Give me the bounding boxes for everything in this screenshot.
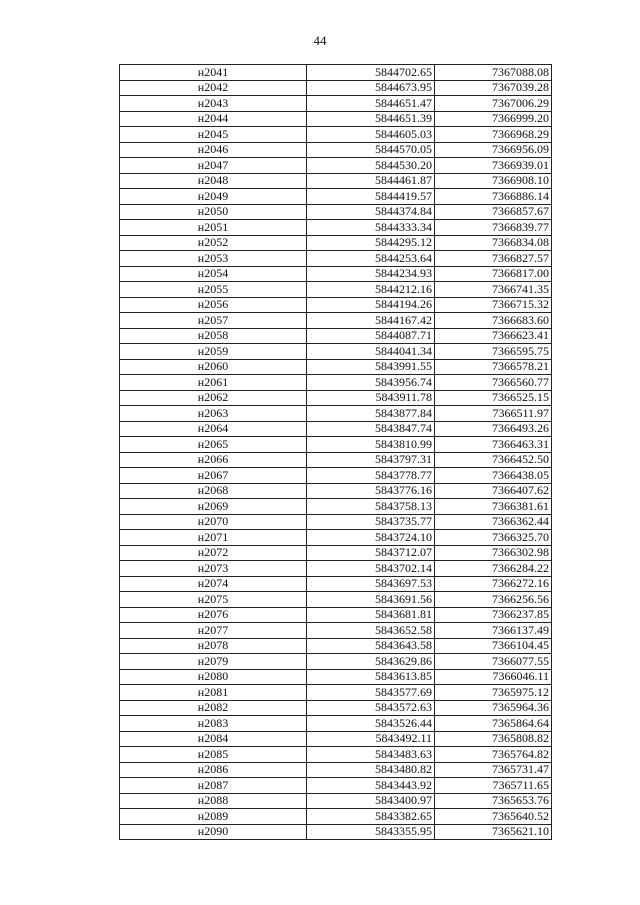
y-coordinate-cell: 7366046.11 xyxy=(435,669,552,685)
table-row xyxy=(120,638,552,654)
point-name-cell: н2042 xyxy=(120,80,307,96)
x-coordinate-cell: 5843355.95 xyxy=(307,824,435,840)
y-coordinate-cell: 7366623.41 xyxy=(435,328,552,344)
point-name-cell: н2060 xyxy=(120,359,307,375)
y-coordinate-cell: 7366715.32 xyxy=(435,297,552,313)
point-name-cell: н2071 xyxy=(120,530,307,546)
y-coordinate-cell: 7366839.77 xyxy=(435,220,552,236)
x-coordinate-cell: 5843697.53 xyxy=(307,576,435,592)
point-name-cell: н2061 xyxy=(120,375,307,391)
table-row xyxy=(120,406,552,422)
table-body xyxy=(120,65,552,840)
point-name-cell: н2090 xyxy=(120,824,307,840)
table-row xyxy=(120,623,552,639)
x-coordinate-cell: 5844374.84 xyxy=(307,204,435,220)
point-name-cell: н2048 xyxy=(120,173,307,189)
point-name-cell: н2070 xyxy=(120,514,307,530)
y-coordinate-cell: 7366560.77 xyxy=(435,375,552,391)
point-name-cell: н2044 xyxy=(120,111,307,127)
point-name-cell: н2064 xyxy=(120,421,307,437)
x-coordinate-cell: 5843911.78 xyxy=(307,390,435,406)
y-coordinate-cell: 7365711.65 xyxy=(435,778,552,794)
x-coordinate-cell: 5843483.63 xyxy=(307,747,435,763)
point-name-cell: н2051 xyxy=(120,220,307,236)
y-coordinate-cell: 7365653.76 xyxy=(435,793,552,809)
table-row xyxy=(120,793,552,809)
x-coordinate-cell: 5844333.34 xyxy=(307,220,435,236)
table-row xyxy=(120,80,552,96)
table-row xyxy=(120,809,552,825)
y-coordinate-cell: 7365621.10 xyxy=(435,824,552,840)
x-coordinate-cell: 5844041.34 xyxy=(307,344,435,360)
table-row xyxy=(120,328,552,344)
x-coordinate-cell: 5844651.47 xyxy=(307,96,435,112)
point-name-cell: н2082 xyxy=(120,700,307,716)
point-name-cell: н2089 xyxy=(120,809,307,825)
x-coordinate-cell: 5843572.63 xyxy=(307,700,435,716)
x-coordinate-cell: 5843735.77 xyxy=(307,514,435,530)
coordinates-table xyxy=(119,64,552,840)
point-name-cell: н2054 xyxy=(120,266,307,282)
x-coordinate-cell: 5843758.13 xyxy=(307,499,435,515)
point-name-cell: н2075 xyxy=(120,592,307,608)
x-coordinate-cell: 5843443.92 xyxy=(307,778,435,794)
point-name-cell: н2076 xyxy=(120,607,307,623)
table-row xyxy=(120,313,552,329)
x-coordinate-cell: 5843400.97 xyxy=(307,793,435,809)
x-coordinate-cell: 5844651.39 xyxy=(307,111,435,127)
y-coordinate-cell: 7366237.85 xyxy=(435,607,552,623)
y-coordinate-cell: 7366683.60 xyxy=(435,313,552,329)
point-name-cell: н2079 xyxy=(120,654,307,670)
y-coordinate-cell: 7366968.29 xyxy=(435,127,552,143)
point-name-cell: н2041 xyxy=(120,65,307,81)
y-coordinate-cell: 7366999.20 xyxy=(435,111,552,127)
table-row xyxy=(120,700,552,716)
table-row xyxy=(120,173,552,189)
point-name-cell: н2052 xyxy=(120,235,307,251)
y-coordinate-cell: 7366827.57 xyxy=(435,251,552,267)
x-coordinate-cell: 5844234.93 xyxy=(307,266,435,282)
point-name-cell: н2055 xyxy=(120,282,307,298)
y-coordinate-cell: 7366284.22 xyxy=(435,561,552,577)
table-row xyxy=(120,530,552,546)
y-coordinate-cell: 7366256.56 xyxy=(435,592,552,608)
table-row xyxy=(120,297,552,313)
table-row xyxy=(120,235,552,251)
x-coordinate-cell: 5844461.87 xyxy=(307,173,435,189)
table-row xyxy=(120,499,552,515)
point-name-cell: н2085 xyxy=(120,747,307,763)
table-row xyxy=(120,282,552,298)
table-row xyxy=(120,437,552,453)
table-row xyxy=(120,747,552,763)
x-coordinate-cell: 5843382.65 xyxy=(307,809,435,825)
point-name-cell: н2078 xyxy=(120,638,307,654)
y-coordinate-cell: 7365731.47 xyxy=(435,762,552,778)
y-coordinate-cell: 7366741.35 xyxy=(435,282,552,298)
y-coordinate-cell: 7366578.21 xyxy=(435,359,552,375)
point-name-cell: н2080 xyxy=(120,669,307,685)
point-name-cell: н2074 xyxy=(120,576,307,592)
x-coordinate-cell: 5844253.64 xyxy=(307,251,435,267)
y-coordinate-cell: 7366077.55 xyxy=(435,654,552,670)
point-name-cell: н2043 xyxy=(120,96,307,112)
point-name-cell: н2059 xyxy=(120,344,307,360)
table-row xyxy=(120,251,552,267)
point-name-cell: н2088 xyxy=(120,793,307,809)
point-name-cell: н2072 xyxy=(120,545,307,561)
x-coordinate-cell: 5843956.74 xyxy=(307,375,435,391)
point-name-cell: н2068 xyxy=(120,483,307,499)
y-coordinate-cell: 7366857.67 xyxy=(435,204,552,220)
point-name-cell: н2057 xyxy=(120,313,307,329)
y-coordinate-cell: 7365808.82 xyxy=(435,731,552,747)
table-row xyxy=(120,65,552,81)
x-coordinate-cell: 5843681.81 xyxy=(307,607,435,623)
x-coordinate-cell: 5843724.10 xyxy=(307,530,435,546)
point-name-cell: н2062 xyxy=(120,390,307,406)
y-coordinate-cell: 7366381.61 xyxy=(435,499,552,515)
x-coordinate-cell: 5844212.16 xyxy=(307,282,435,298)
point-name-cell: н2058 xyxy=(120,328,307,344)
point-name-cell: н2063 xyxy=(120,406,307,422)
table-row xyxy=(120,824,552,840)
x-coordinate-cell: 5843643.58 xyxy=(307,638,435,654)
page-number: 44 xyxy=(313,33,327,48)
point-name-cell: н2077 xyxy=(120,623,307,639)
x-coordinate-cell: 5843847.74 xyxy=(307,421,435,437)
point-name-cell: н2056 xyxy=(120,297,307,313)
x-coordinate-cell: 5843492.11 xyxy=(307,731,435,747)
x-coordinate-cell: 5843877.84 xyxy=(307,406,435,422)
table-row xyxy=(120,452,552,468)
y-coordinate-cell: 7365764.82 xyxy=(435,747,552,763)
table-row xyxy=(120,762,552,778)
y-coordinate-cell: 7366438.05 xyxy=(435,468,552,484)
y-coordinate-cell: 7366956.09 xyxy=(435,142,552,158)
x-coordinate-cell: 5843629.86 xyxy=(307,654,435,670)
y-coordinate-cell: 7366525.15 xyxy=(435,390,552,406)
point-name-cell: н2049 xyxy=(120,189,307,205)
y-coordinate-cell: 7365964.36 xyxy=(435,700,552,716)
y-coordinate-cell: 7366104.45 xyxy=(435,638,552,654)
x-coordinate-cell: 5844419.57 xyxy=(307,189,435,205)
y-coordinate-cell: 7365864.64 xyxy=(435,716,552,732)
table-row xyxy=(120,514,552,530)
x-coordinate-cell: 5844295.12 xyxy=(307,235,435,251)
y-coordinate-cell: 7367088.08 xyxy=(435,65,552,81)
y-coordinate-cell: 7366595.75 xyxy=(435,344,552,360)
table-row xyxy=(120,468,552,484)
point-name-cell: н2066 xyxy=(120,452,307,468)
x-coordinate-cell: 5844570.05 xyxy=(307,142,435,158)
table-row xyxy=(120,483,552,499)
table-row xyxy=(120,189,552,205)
x-coordinate-cell: 5843778.77 xyxy=(307,468,435,484)
point-name-cell: н2045 xyxy=(120,127,307,143)
x-coordinate-cell: 5843526.44 xyxy=(307,716,435,732)
table-row xyxy=(120,607,552,623)
point-name-cell: н2081 xyxy=(120,685,307,701)
y-coordinate-cell: 7366886.14 xyxy=(435,189,552,205)
table-row xyxy=(120,204,552,220)
point-name-cell: н2087 xyxy=(120,778,307,794)
point-name-cell: н2047 xyxy=(120,158,307,174)
y-coordinate-cell: 7366511.97 xyxy=(435,406,552,422)
x-coordinate-cell: 5844702.65 xyxy=(307,65,435,81)
table-row xyxy=(120,716,552,732)
point-name-cell: н2050 xyxy=(120,204,307,220)
table-row xyxy=(120,111,552,127)
table-row xyxy=(120,421,552,437)
y-coordinate-cell: 7366463.31 xyxy=(435,437,552,453)
y-coordinate-cell: 7366908.10 xyxy=(435,173,552,189)
y-coordinate-cell: 7366817.00 xyxy=(435,266,552,282)
y-coordinate-cell: 7366407.62 xyxy=(435,483,552,499)
x-coordinate-cell: 5843691.56 xyxy=(307,592,435,608)
x-coordinate-cell: 5843810.99 xyxy=(307,437,435,453)
table-row xyxy=(120,375,552,391)
point-name-cell: н2067 xyxy=(120,468,307,484)
y-coordinate-cell: 7366302.98 xyxy=(435,545,552,561)
point-name-cell: н2083 xyxy=(120,716,307,732)
x-coordinate-cell: 5843702.14 xyxy=(307,561,435,577)
point-name-cell: н2084 xyxy=(120,731,307,747)
table-row xyxy=(120,359,552,375)
x-coordinate-cell: 5843991.55 xyxy=(307,359,435,375)
table-row xyxy=(120,266,552,282)
table-row xyxy=(120,390,552,406)
x-coordinate-cell: 5844530.20 xyxy=(307,158,435,174)
table-row xyxy=(120,778,552,794)
table-row xyxy=(120,685,552,701)
point-name-cell: н2069 xyxy=(120,499,307,515)
x-coordinate-cell: 5843613.85 xyxy=(307,669,435,685)
y-coordinate-cell: 7366939.01 xyxy=(435,158,552,174)
y-coordinate-cell: 7366493.26 xyxy=(435,421,552,437)
y-coordinate-cell: 7366325.70 xyxy=(435,530,552,546)
point-name-cell: н2053 xyxy=(120,251,307,267)
table-row xyxy=(120,158,552,174)
table-row xyxy=(120,731,552,747)
x-coordinate-cell: 5844194.26 xyxy=(307,297,435,313)
y-coordinate-cell: 7365640.52 xyxy=(435,809,552,825)
table-row xyxy=(120,142,552,158)
y-coordinate-cell: 7367006.29 xyxy=(435,96,552,112)
x-coordinate-cell: 5843652.58 xyxy=(307,623,435,639)
table-row xyxy=(120,654,552,670)
point-name-cell: н2046 xyxy=(120,142,307,158)
x-coordinate-cell: 5843577.69 xyxy=(307,685,435,701)
y-coordinate-cell: 7367039.28 xyxy=(435,80,552,96)
y-coordinate-cell: 7366137.49 xyxy=(435,623,552,639)
y-coordinate-cell: 7366834.08 xyxy=(435,235,552,251)
x-coordinate-cell: 5844087.71 xyxy=(307,328,435,344)
x-coordinate-cell: 5843712.07 xyxy=(307,545,435,561)
table-row xyxy=(120,220,552,236)
table-row xyxy=(120,561,552,577)
x-coordinate-cell: 5843797.31 xyxy=(307,452,435,468)
table-row xyxy=(120,545,552,561)
y-coordinate-cell: 7365975.12 xyxy=(435,685,552,701)
y-coordinate-cell: 7366272.16 xyxy=(435,576,552,592)
table-row xyxy=(120,96,552,112)
y-coordinate-cell: 7366452.50 xyxy=(435,452,552,468)
point-name-cell: н2073 xyxy=(120,561,307,577)
table-row xyxy=(120,344,552,360)
x-coordinate-cell: 5843480.82 xyxy=(307,762,435,778)
table-row xyxy=(120,576,552,592)
x-coordinate-cell: 5843776.16 xyxy=(307,483,435,499)
point-name-cell: н2086 xyxy=(120,762,307,778)
x-coordinate-cell: 5844167.42 xyxy=(307,313,435,329)
x-coordinate-cell: 5844673.95 xyxy=(307,80,435,96)
y-coordinate-cell: 7366362.44 xyxy=(435,514,552,530)
table-row xyxy=(120,669,552,685)
point-name-cell: н2065 xyxy=(120,437,307,453)
x-coordinate-cell: 5844605.03 xyxy=(307,127,435,143)
table-row xyxy=(120,127,552,143)
table-row xyxy=(120,592,552,608)
